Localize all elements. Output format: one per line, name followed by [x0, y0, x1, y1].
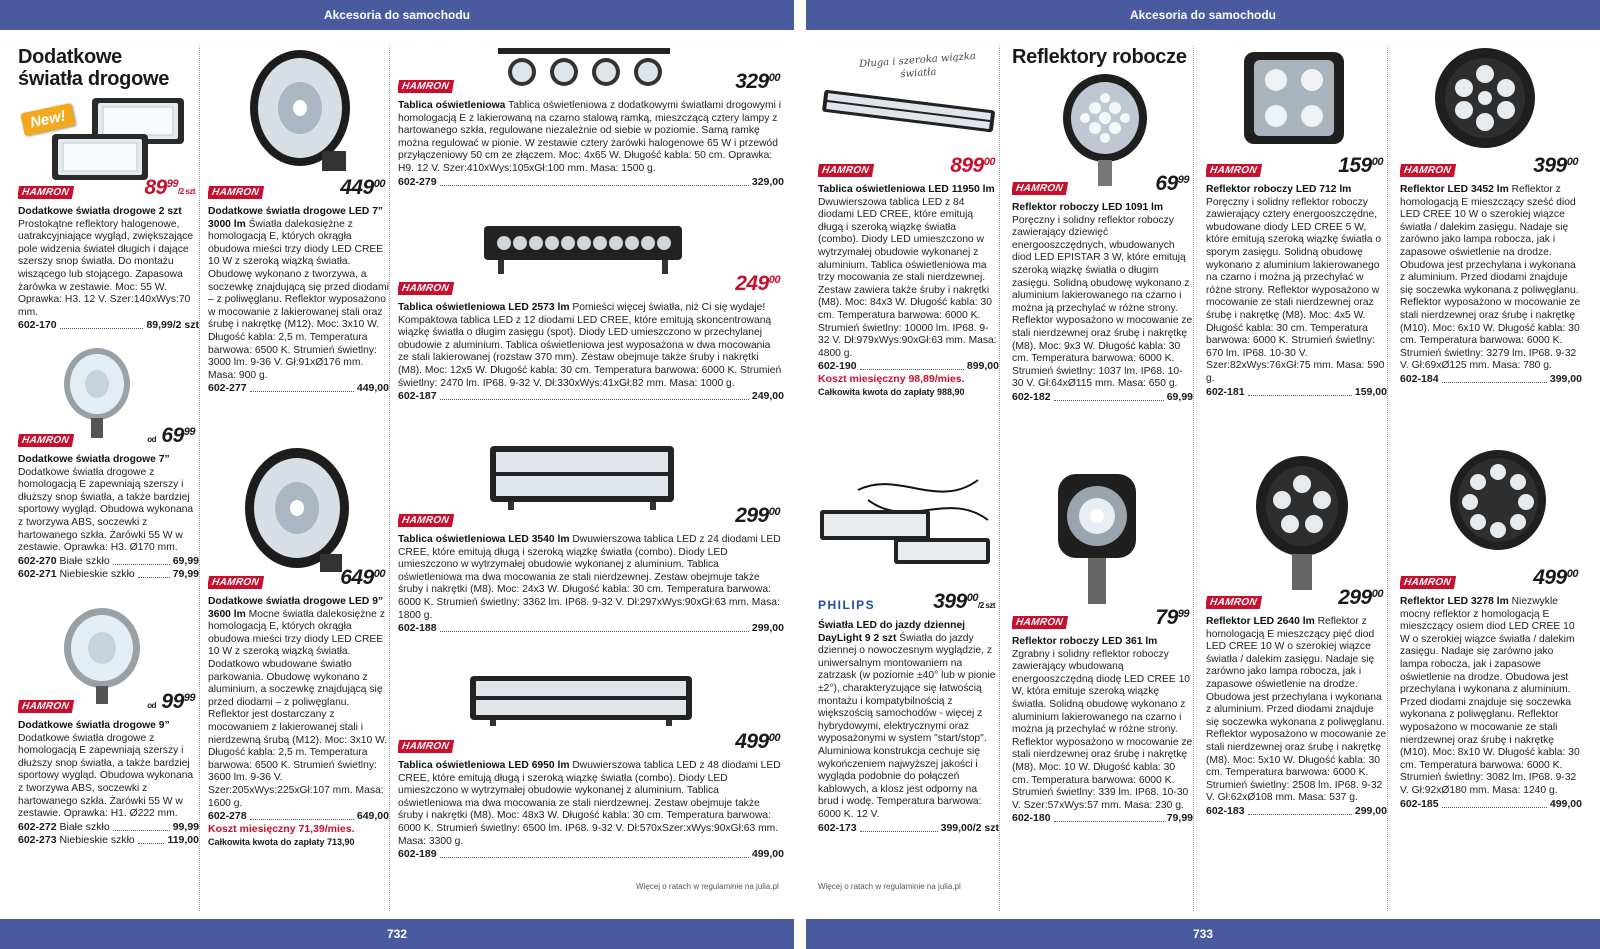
- round-lamp-7-image: [62, 346, 132, 441]
- hamron-logo: HAMRON: [398, 282, 454, 295]
- price-602-185: $499^{00}$: [1533, 566, 1578, 589]
- code-row-602-278: 602-278 649,00: [208, 810, 389, 823]
- product-602-189: [398, 730, 784, 896]
- code-row-602-187: 602-187 249,00: [398, 390, 784, 403]
- hamron-logo: HAMRON: [398, 514, 454, 527]
- desc-602-170: Dodatkowe światła drogowe 2 szt Prostokątne reflektory halogenowe, uatrakcyjniające wygląd, zwiększające pole widzenia świateł długich i dające szerszy snop światła. Do montażu wiszącego lub stojącego. Zapasowa żarówka w zestawie. Moc: 55 W. Oprawka: H3. 12 V. Szer:140xWys:70 mm.: [18, 206, 194, 318]
- desc-602-187: Tablica oświetleniowa LED 2573 lm Pomieści więcej światła, niż Ci się wydaje! Kompaktowa tablica LED z 12 diodami LED CREE, które emitują skoncentrowaną wiązkę światła o długim zasięgu (spot). Diody LED umieszczono w przechylanej obudowie z aluminium. Tablica oświetleniowa jest wyposażona w dwa mocowania ze stali lakierowanej (rozstaw 370 mm). Zestaw obejmuje także śruby i nakrętki (M8). Moc: 12x5 W. Długość kabla: 30 cm. Temperatura barwowa: 6000 K. Strumień świetlny: 2470 lm. IP68. 9-32 V. Dł:330xWys:41xGł:82 mm. Masa: 1000 g.: [398, 302, 782, 389]
- section-title-left: Dodatkowe światła drogowe: [18, 46, 170, 90]
- product-602-184: [1400, 154, 1582, 450]
- led-lamp-3278-image: [1446, 446, 1550, 556]
- code-row-602-188: 602-188 299,00: [398, 622, 784, 635]
- hamron-logo: HAMRON: [208, 186, 264, 199]
- hamron-logo: HAMRON: [398, 740, 454, 753]
- code-row-602-189: 602-189 499,00: [398, 848, 784, 861]
- code-row-602-270: 602-270 Białe szkło 69,99: [18, 554, 199, 567]
- page-gutter: [794, 0, 806, 949]
- work-lamp-712-image: [1240, 46, 1350, 156]
- desc-602-183: Reflektor LED 2640 lm Reflektor z homologacją E mieszczący pięć diod LED CREE 10 W o szerokiej wiązce światła / dalekim zasięgu. Nadaje się zarówno jako lampa robocza, jak i zapasowe oświetlenie na drodze. Obudowa jest przechylana i wykonana z aluminium. Przed diodami znajduje się soczewka wykonana z poliwęglanu. Reflektor wyposażono w mocowanie ze stali nierdzewnej oraz śrubę i nakrętkę (M8). Moc: 5x10 W. Długość kabla: 30 cm. Temperatura barwowa: 6000 K. Strumień świetlny: 2508 lm. IP68. 9-32 V. Gł:62xØ108 mm. Masa: 537 g.: [1206, 616, 1387, 804]
- footnote-left: Więcej o ratach w regulaminie na julia.pl: [636, 882, 779, 891]
- code-row-602-183: 602-183 299,00: [1206, 804, 1387, 817]
- total-cost-602-190: Całkowita kwota do zapłaty 988,90: [818, 387, 965, 398]
- price-602-190: $899^{00}$: [950, 154, 995, 177]
- desc-602-184: Reflektor LED 3452 lm Reflektor z homologacją E mieszczący sześć diod LED CREE 10 W o szerokiej wiązce światła / dalekim zasięgu. Nadaje się zarówno jako lampa robocza, jak i zapasowe oświetlenie na drodze. Obudowa jest przechylana i wykonana z aluminium. Przed diodami znajduje się soczewka wykonana z poliwęglanu. Reflektor wyposażono w mocowanie ze stali nierdzewnej oraz śrubę i nakrętkę (M10). Moc: 6x10 W. Długość kabla: 30 cm. Temperatura barwowa: 6000 K. Strumień świetlny: 3279 lm. IP68. 9-32 V. Gł:69xØ125 mm. Masa: 780 g.: [1400, 184, 1581, 372]
- desc-602-270: Dodatkowe światła drogowe 7” Dodatkowe światła drogowe z homologacją E zapewniają szerszy i dłuższy snop światła, a także bardziej sportowy wygląd. Obudowa wykonana z tworzywa ABS, soczewki z hartowanego szkła. Żarówki 55 W w zestawie. Oprawka: H3. Ø170 mm.: [18, 454, 194, 554]
- column-6: [1206, 46, 1388, 911]
- code-row-602-182: 602-182 69,99: [1012, 390, 1193, 403]
- product-602-278: [208, 566, 389, 872]
- rect-lamps-image: [48, 96, 198, 186]
- desc-602-279: Tablica oświetleniowa Tablica oświetleniowa z dodatkowymi światłami drogowymi i homologacją E z lakierowaną na czarno stalową ramką, mieszczącą cztery lampy z hartowanego szkła, regulowane niezależnie od siebie w poziomie. Samą ramkę można regulować w pionie. W zestawie cztery żarówki halogenowe 65 W i przewód przyłączeniowy 50 cm ze złączem. Moc: 4x65 W. Długość kabla: 50 cm. Oprawka: H9. 12 V. Szer:410xWys:105xGł:100 mm. Masa: 1500 g.: [398, 100, 782, 174]
- product-602-277: [208, 176, 389, 442]
- column-5: [1012, 46, 1194, 911]
- monthly-cost-602-278: Koszt miesięczny 71,39/mies.: [208, 823, 355, 836]
- led-lamp-9-image: [242, 446, 352, 574]
- led-lamp-3452-image: [1430, 46, 1540, 156]
- daylight-leds-image: [818, 460, 998, 578]
- hamron-logo: HAMRON: [398, 80, 454, 93]
- monthly-cost-602-190: Koszt miesięczny 98,89/mies.: [818, 373, 965, 386]
- product-602-170: [18, 176, 199, 342]
- desc-602-190: Tablica oświetleniowa LED 11950 lm Dwuwierszowa tablica LED z 84 diodami LED CREE, które emitują długą i szeroką wiązkę światła (combo). Diody LED umieszczono w wytrzymałej obudowie wykonanej z aluminium. Tablica oświetleniowa ma trzy mocowania ze stali nierdzewnej. Zestaw zawiera także śruby i nakrętki (M8). Moc: 84x3 W. Długość kabla: 30 cm. Temperatura barwowa: 6000 K. Strumień świetlny: 10000 lm. IP68. 9-32 V. Dł:979xWys:90xGł:63 mm. Masa: 4800 g.: [818, 184, 997, 359]
- price-602-181: $159^{00}$: [1338, 154, 1383, 177]
- hamron-logo: HAMRON: [18, 434, 74, 447]
- desc-602-182: Reflektor roboczy LED 1091 lm Poręczny i solidny reflektor roboczy zawierający dziewięć energooszczędnych, wbudowanych diod LED EPISTAR 3 W, które emitują szeroką wiązkę światła o długim zasięgu. Solidną obudowę wykonano z aluminium lakierowanego na czarno i można ją przechylać w różne strony. Reflektor wyposażono w mocowanie ze stali nierdzewnej oraz śrubę i nakrętkę (M8). Moc: 9x3 W. Długość kabla: 30 cm. Temperatura barwowa: 6000 K. Strumień świetlny: 1037 lm. IP68. 10-30 V. Gł:64xØ115 mm. Masa: 650 g.: [1012, 202, 1193, 390]
- code-row-602-273: 602-273 Niebieskie szkło 119,00: [18, 833, 199, 846]
- desc-602-278: Dodatkowe światła drogowe LED 9” 3600 lm Mocne światła dalekosiężne z homologacją E, których okrągła obudowa mieści trzy diody LED CREE 10 W z szeroką wiązką światła. Dodatkowo wbudowane światło parkowania. Obudowę wykonano z aluminium, a soczewkę znajdującą się przed diodami – z poliwęglanu. Reflektor jest dostarczany z mocowaniem z lakierowanej stali i nierdzewną śrubą (M12). Moc: 3x10 W. Długość kabla: 2,5 m. Temperatura barwowa: 6500 K. Strumień świetlny: 3600 lm. 9-36 V. Szer:205xWys:225xGł:107 mm. Masa: 1600 g.: [208, 596, 388, 809]
- desc-602-277: Dodatkowe światła drogowe LED 7” 3000 lm Światła dalekosiężne z homologacją E, których okrągła obudowa mieści trzy diody LED CREE 10 W z szeroką wiązką światła. Obudowę wykonano z tworzywa, a soczewkę znajdującą się przed diodami – z poliwęglanu. Reflektor wyposażono w mocowanie z lakierowanej stali oraz śrubę i nakrętkę (M12). Moc: 3x10 W. Długość kabla: 2,5 m. Temperatura barwowa: 6500 K. Strumień świetlny: 3000 lm. 9-36 V. Gł:91xØ176 mm. Masa: 900 g.: [208, 206, 389, 381]
- page-header-right: Akcesoria do samochodu: [806, 0, 1600, 30]
- desc-602-189: Tablica oświetleniowa LED 6950 lm Dwuwierszowa tablica LED z 48 diodami LED CREE, które emitują długą i szeroką wiązkę światła (combo). Diody LED umieszczono w wytrzymałej obudowie wykonanej z aluminium. Tablica oświetleniowa ma dwa mocowania ze stali nierdzewnej. Zestaw obejmuje także śruby i nakrętki (M8). Moc: 48x3 W. Długość kabla: 30 cm. Temperatura barwowa: 6000 K. Strumień świetlny: 6500 lm. IP68. 9-32 V. Dł:570xSzer:xWys:90xGł:63 mm. Masa: 3300 g.: [398, 760, 781, 847]
- work-lamp-1091-image: [1060, 70, 1150, 190]
- code-row-602-185: 602-185 499,00: [1400, 797, 1582, 810]
- led-bar-84-image: [818, 86, 998, 146]
- led-lamp-2640-image: [1252, 454, 1352, 594]
- code-row-602-279: 602-279 329,00: [398, 175, 784, 188]
- hamron-logo: HAMRON: [1012, 616, 1068, 629]
- desc-602-181: Reflektor roboczy LED 712 lm Poręczny i solidny reflektor roboczy zawierający cztery energooszczędne, wbudowane diody LED CREE 5 W, które emitują szeroką wiązkę światła o sporym zasięgu. Solidną obudowę wykonano z aluminium lakierowanego na czarno i można ją przechylać w różne strony. Reflektor wyposażono w mocowanie ze stali nierdzewnej oraz śrubę i nakrętkę (M8). Moc: 4x5 W. Długość kabla: 30 cm. Temperatura barwowa: 6000 K. Strumień świetlny: 670 lm. IP68. 10-30 V. Szer:82xWys:76xGł:75 mm. Masa: 590 g.: [1206, 184, 1385, 384]
- round-lamp-9-image: [62, 606, 144, 706]
- work-lamp-361-image: [1052, 470, 1142, 610]
- desc-602-173: Światła LED do jazdy dziennej DayLight 9 2 szt Światła do jazdy dziennej o nowoczesnym wyglądzie, z uniwersalnym montowaniem na zatrzask (w poziomie ±40° lub w pionie ±2°), charakteryzujące się łatwością montażu i kompatybilnością z większością samochodów - więcej z hybrydowymi, elektrycznymi oraz wyposażonymi w system "start/stop". Aluminiowa konstrukcja cechuje się wykończeniem najwyższej jakości i wygląda podobnie do połączeń kablowych, a klosz jest odporny na brud i wodę. Temperatura barwowa: 6000 K. 12 V.: [818, 620, 996, 820]
- led-bar-24-image: [484, 442, 680, 512]
- product-602-190: [818, 154, 999, 440]
- desc-602-185: Reflektor LED 3278 lm Niezwykle mocny reflektor z homologacją E mieszczący osiem diod LED CREE 10 W o szerokiej wiązce światła / dalekim zasięgu. Nadaje się zarówno jako lampa robocza, jak i zapasowe oświetlenie na drodze. Obudowa jest przechylana i wykonana z aluminium. Przed diodami znajduje się soczewka wykonana z poliwęglanu. Reflektor wyposażono w mocowanie ze stali nierdzewnej oraz śrubę i nakrętkę (M10). Moc: 8x10 W. Długość kabla: 30 cm. Temperatura barwowa: 6000 K. Strumień świetlny: 3082 lm. IP68. 9-32 V. Gł:92xØ180 mm. Masa: 1240 g.: [1400, 596, 1580, 796]
- price-602-278: $649^{00}$: [340, 566, 385, 589]
- code-row-602-173: 602-173 399,00/2 szt: [818, 821, 999, 834]
- code-row-602-271: 602-271 Niebieskie szkło 79,99: [18, 567, 199, 580]
- handwritten-note: Długa i szeroka wiązka światła: [858, 50, 977, 81]
- price-602-279: $329^{00}$: [735, 70, 780, 93]
- price-602-184: $399^{00}$: [1533, 154, 1578, 177]
- led-bar-48-image: [466, 672, 696, 728]
- price-602-188: $299^{00}$: [735, 504, 780, 527]
- price-602-173: $399^{00}/2$ szt: [933, 590, 995, 613]
- section-title-right: Reflektory robocze: [1012, 46, 1187, 68]
- code-row-602-190: 602-190 899,00: [818, 360, 999, 373]
- page-header-left: Akcesoria do samochodu: [0, 0, 794, 30]
- price-602-270: od $69^{99}$: [147, 424, 195, 447]
- product-602-185: [1400, 566, 1582, 882]
- total-cost-602-278: Całkowita kwota do zapłaty 713,90: [208, 837, 355, 848]
- desc-602-188: Tablica oświetleniowa LED 3540 lm Dwuwierszowa tablica LED z 24 diodami LED CREE, które emitują długą i szeroką wiązkę światła (combo). Diody LED umieszczono w wytrzymałej obudowie wykonanej z aluminium. Tablica oświetleniowa ma dwa mocowania ze stali nierdzewnej. Zestaw obejmuje także śruby i nakrętki (M8). Moc: 24x3 W. Długość kabla: 30 cm. Temperatura barwowa: 6000 K. Strumień świetlny: 3362 lm. IP68. 9-32 V. Dł:297xWys:90xGł:63 mm. Masa: 1800 g.: [398, 534, 781, 621]
- hamron-logo: HAMRON: [1206, 164, 1262, 177]
- philips-logo: PHILIPS: [818, 598, 876, 612]
- price-602-180: $79^{99}$: [1155, 606, 1189, 629]
- desc-602-272: Dodatkowe światła drogowe 9” Dodatkowe światła drogowe z homologacją E zapewniają szerszy i dłuższy snop światła, a także bardziej sportowy wygląd. Obudowa wykonana z tworzywa ABS, soczewki z hartowanego szkła. Żarówki 55 W w zestawie. Oprawka: H1. Ø222 mm.: [18, 720, 194, 820]
- hamron-logo: HAMRON: [208, 576, 264, 589]
- code-row-602-184: 602-184 399,00: [1400, 372, 1582, 385]
- hamron-logo: HAMRON: [1400, 164, 1456, 177]
- price-602-170: $89^{99}/2$ szt: [144, 176, 195, 199]
- hamron-logo: HAMRON: [18, 186, 74, 199]
- product-602-173: [818, 590, 999, 876]
- column-2: [208, 46, 390, 911]
- new-badge: New!: [20, 103, 75, 136]
- product-602-188: [398, 504, 784, 670]
- product-602-183: [1206, 586, 1387, 882]
- product-602-182: [1012, 172, 1193, 458]
- hamron-logo: HAMRON: [818, 164, 874, 177]
- product-602-270: [18, 424, 199, 600]
- hamron-logo: HAMRON: [1206, 596, 1262, 609]
- price-602-183: $299^{00}$: [1338, 586, 1383, 609]
- hamron-logo: HAMRON: [1012, 182, 1068, 195]
- price-602-189: $499^{00}$: [735, 730, 780, 753]
- hamron-logo: HAMRON: [1400, 576, 1456, 589]
- code-row-602-180: 602-180 79,99: [1012, 812, 1193, 825]
- product-602-272: [18, 690, 199, 866]
- price-602-277: $449^{00}$: [340, 176, 385, 199]
- page-number-right: 733: [806, 919, 1600, 949]
- footnote-right: Więcej o ratach w regulaminie na julia.pl: [818, 882, 961, 891]
- column-3: [398, 46, 784, 911]
- price-602-182: $69^{99}$: [1155, 172, 1189, 195]
- page-number-left: 732: [0, 919, 794, 949]
- code-row-602-272: 602-272 Białe szkło 99,99: [18, 820, 199, 833]
- desc-602-180: Reflektor roboczy LED 361 lm Zgrabny i solidny reflektor roboczy zawierający wbudowaną energooszczędną diodę LED CREE 10 W, która emituje szeroką wiązkę światła. Solidną obudowę wykonano z aluminium lakierowanego na czarno i można ją przechylać w różne strony. Reflektor wyposażono w mocowanie ze stali nierdzewnej oraz śrubę i nakrętkę (M8). Moc: 10 W. Długość kabla: 30 cm. Temperatura barwowa: 6000 K. Strumień świetlny: 339 lm. IP68. 10-30 V. Szer:57xWys:57 mm. Masa: 230 g.: [1012, 636, 1193, 811]
- column-4: [818, 46, 1000, 911]
- product-602-187: [398, 272, 784, 438]
- price-602-272: od $99^{99}$: [147, 690, 195, 713]
- code-row-602-277: 602-277 449,00: [208, 382, 389, 395]
- column-1: [18, 46, 200, 911]
- led-lamp-7-image: [242, 46, 352, 176]
- price-602-187: $249^{00}$: [735, 272, 780, 295]
- column-7: [1400, 46, 1582, 911]
- led-bar-12-image: [478, 218, 688, 278]
- code-row-602-170: 602-170 89,99/2 szt: [18, 319, 199, 332]
- product-602-181: [1206, 154, 1387, 450]
- product-602-180: [1012, 606, 1193, 882]
- hamron-logo: HAMRON: [18, 700, 74, 713]
- code-row-602-181: 602-181 159,00: [1206, 385, 1387, 398]
